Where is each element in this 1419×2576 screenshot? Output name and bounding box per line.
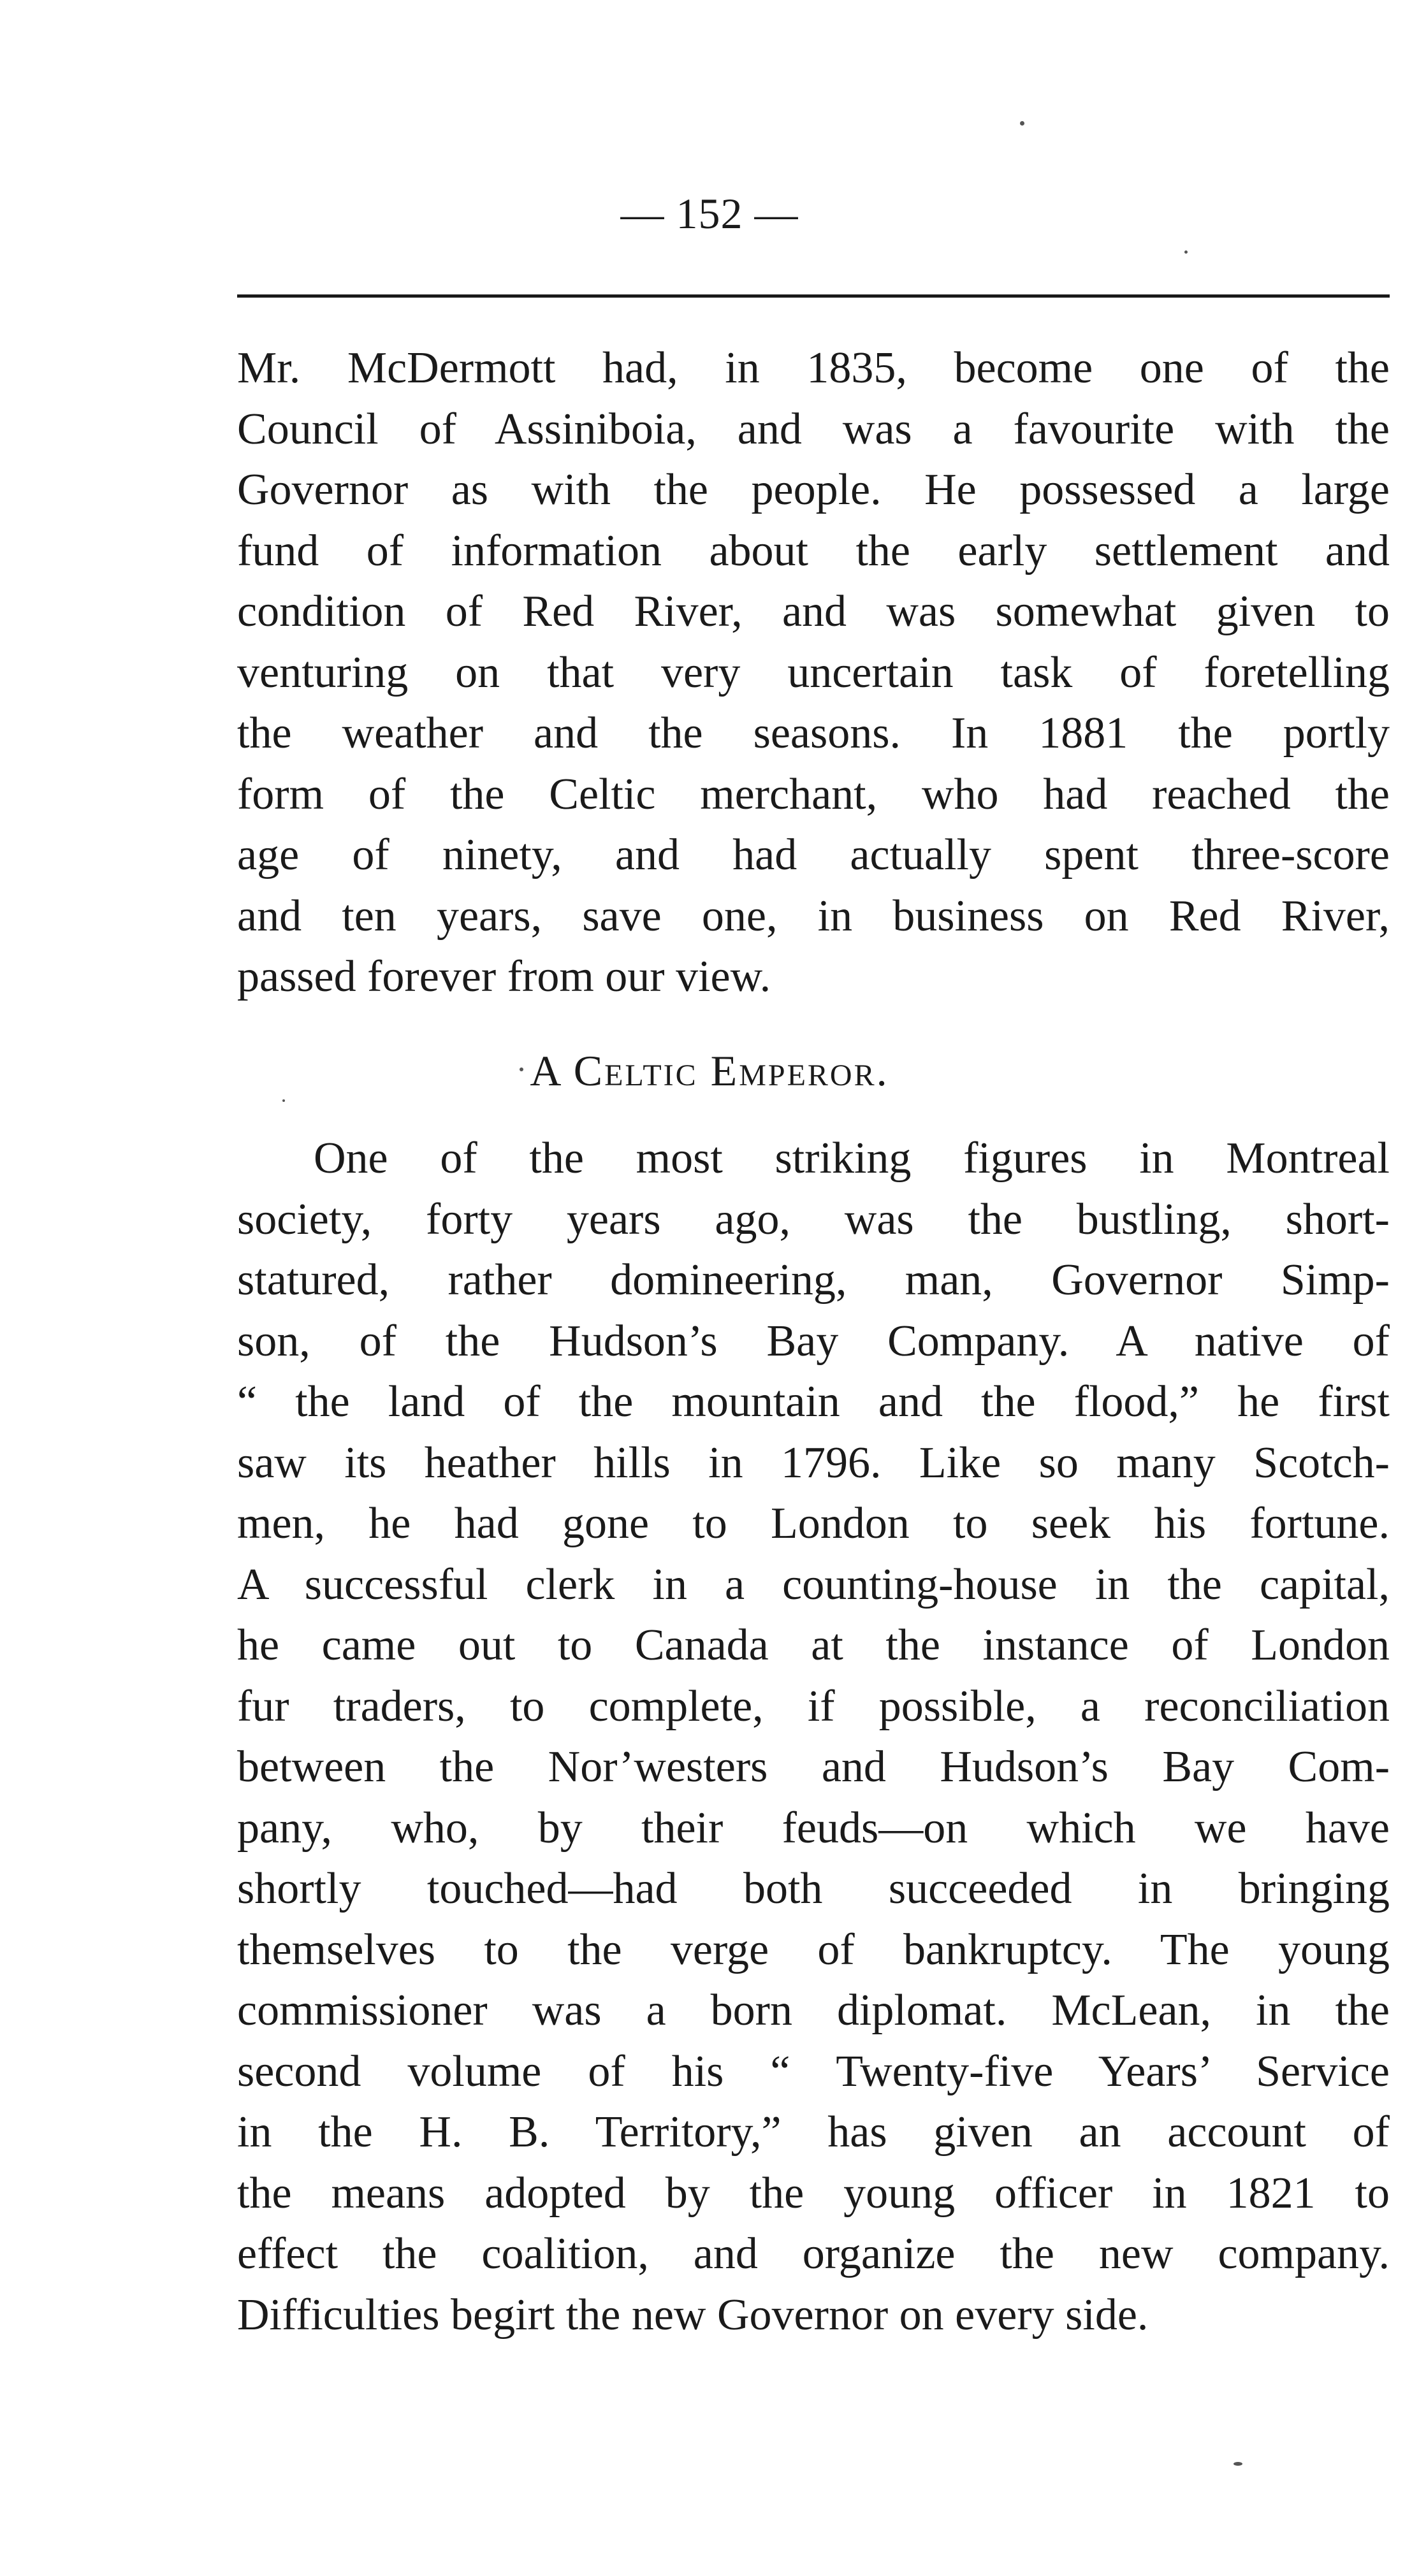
text-line: effect the coalition, and organize the new company.	[237, 2229, 1390, 2278]
text-line: themselves to the verge of bankruptcy. The young	[237, 1925, 1390, 1974]
scan-speck	[520, 1067, 523, 1071]
text-line: venturing on that very uncertain task of foretelling	[237, 648, 1390, 697]
text-line: in the H. B. Territory,” has given an account of	[237, 2108, 1390, 2157]
text-line: A successful clerk in a counting-house in the capital,	[237, 1559, 1390, 1609]
scan-speck	[1233, 2462, 1242, 2466]
scan-speck	[282, 1099, 285, 1102]
text-line: saw its heather hills in 1796. Like so many Scotch-	[237, 1438, 1390, 1487]
text-line: age of ninety, and had actually spent three-score	[237, 830, 1390, 879]
text-line: passed forever from our view.	[237, 952, 771, 1001]
text-line: form of the Celtic merchant, who had reached the	[237, 769, 1390, 819]
paragraph-celtic-emperor	[237, 1128, 1390, 2345]
page-number: — 152 —	[620, 189, 799, 238]
text-line: fund of information about the early settlement and	[237, 526, 1390, 575]
text-line: One of the most striking figures in Montreal	[314, 1134, 1390, 1183]
text-line: second volume of his “ Twenty-five Years’ Service	[237, 2046, 1390, 2096]
scan-speck	[1020, 121, 1024, 126]
section-heading: A Celtic Emperor.	[530, 1046, 889, 1095]
text-line: pany, who, by their feuds—on which we have	[237, 1803, 1390, 1853]
text-line: between the Nor’westers and Hudson’s Bay Com-	[237, 1742, 1390, 1791]
header-rule	[237, 294, 1390, 298]
text-line: Difficulties begirt the new Governor on every side.	[237, 2290, 1149, 2340]
text-line: shortly touched—had both succeeded in bringing	[237, 1864, 1390, 1913]
text-line: the weather and the seasons. In 1881 the portly	[237, 709, 1390, 758]
text-line: “ the land of the mountain and the flood,” he first	[237, 1377, 1390, 1426]
text-line: Governor as with the people. He possessed a large	[237, 465, 1390, 514]
text-line: the means adopted by the young officer in 1821 to	[237, 2168, 1390, 2218]
text-line: commissioner was a born diplomat. McLean, in the	[237, 1986, 1390, 2035]
text-line: fur traders, to complete, if possible, a reconciliation	[237, 1681, 1390, 1731]
scan-speck	[1184, 250, 1188, 254]
paragraph-text	[237, 338, 1390, 1008]
text-line: Mr. McDermott had, in 1835, become one of the	[237, 344, 1390, 393]
text-line: society, forty years ago, was the bustling, short-	[237, 1194, 1390, 1244]
text-line: statured, rather domineering, man, Governor Simp-	[237, 1255, 1390, 1305]
text-line: condition of Red River, and was somewhat given to	[237, 587, 1390, 636]
text-line: Council of Assiniboia, and was a favourite with the	[237, 404, 1390, 454]
paragraph-mcdermott	[237, 338, 1390, 1008]
paragraph-text	[237, 1128, 1390, 2345]
text-line: son, of the Hudson’s Bay Company. A native of	[237, 1316, 1390, 1366]
text-line: he came out to Canada at the instance of London	[237, 1621, 1390, 1670]
text-line: men, he had gone to London to seek his fortune.	[237, 1499, 1390, 1548]
text-line: and ten years, save one, in business on Red River,	[237, 891, 1390, 941]
